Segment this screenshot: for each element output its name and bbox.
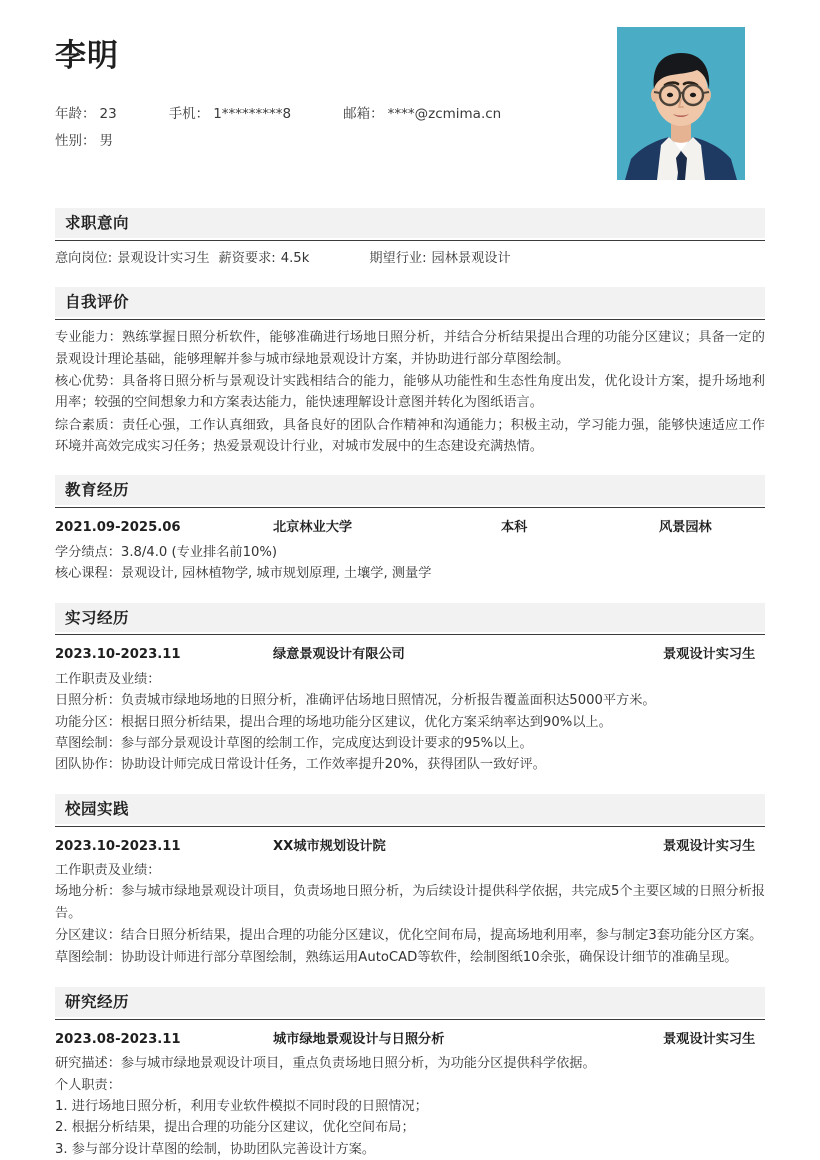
campus-bullet: 草图绘制：协助设计师进行部分草图绘制，熟练运用AutoCAD等软件，绘制图纸10余张，确保设计细节的准确呈现。 <box>55 950 738 966</box>
section-title-job-intent: 求职意向 <box>65 214 130 232</box>
intent-position-value: 景观设计实习生 <box>117 250 210 266</box>
section-head-internship <box>55 603 765 633</box>
research-description: 研究描述：参与城市绿地景观设计项目，重点负责场地日照分析，为功能分区提供科学依据。 <box>55 1056 596 1072</box>
campus-subtitle: 工作职责及业绩： <box>55 862 161 878</box>
section-campus-practice <box>55 794 765 969</box>
section-body-campus-practice <box>55 827 765 969</box>
education-entry-header <box>55 517 765 538</box>
research-duties-label: 个人职责： <box>55 1077 121 1093</box>
campus-role: 景观设计实习生 <box>663 838 756 854</box>
research-entry-header <box>55 1029 765 1050</box>
section-title-campus-practice: 校园实践 <box>65 799 130 818</box>
section-job-intent <box>55 208 765 269</box>
section-head-campus-practice <box>55 794 765 824</box>
contact-phone-label: 手机： <box>168 106 210 123</box>
job-intent-row <box>55 248 765 269</box>
section-head-self-evaluation <box>55 287 765 317</box>
section-title-internship: 实习经历 <box>65 608 130 627</box>
contact-gender <box>55 128 113 155</box>
contact-email-label: 邮箱： <box>343 106 384 123</box>
research-project: 城市绿地景观设计与日照分析 <box>273 1031 445 1047</box>
research-duty: 1. 进行场地日照分析，利用专业软件模拟不同时段的日照情况； <box>55 1098 428 1114</box>
education-date: 2021.09-2025.06 <box>55 520 181 536</box>
contact-phone-value: 1*********8 <box>213 106 292 123</box>
education-courses: 核心课程：景观设计, 园林植物学, 城市规划原理, 土壤学, 测量学 <box>55 566 432 582</box>
internship-subtitle: 工作职责及业绩： <box>55 671 161 687</box>
intent-position-label: 意向岗位: <box>55 250 113 266</box>
self-eval-paragraph: 综合素质：责任心强，工作认真细致，具备良好的团队合作精神和沟通能力；积极主动，学习能力强，能够快速适应工作环境并高效完成实习任务；热爱景观设计行业，对城市发展中的生态建设充满热情。 <box>55 417 765 455</box>
section-body-job-intent <box>55 241 765 269</box>
research-duty: 2. 根据分析结果，提出合理的功能分区建议，优化空间布局； <box>55 1120 415 1136</box>
intent-salary-value: 4.5k <box>280 250 310 266</box>
intent-industry-value: 园林景观设计 <box>431 250 511 266</box>
internship-bullet: 日照分析：负责城市绿地场地的日照分析，准确评估场地日照情况，分析报告覆盖面积达5000平方米。 <box>55 693 656 709</box>
section-head-research <box>55 987 765 1017</box>
education-degree: 本科 <box>501 520 528 536</box>
section-body-research <box>55 1020 765 1160</box>
research-duty: 3. 参与部分设计草图的绘制，协助团队完善设计方案。 <box>55 1141 376 1157</box>
self-eval-paragraph: 专业能力：熟练掌握日照分析软件，能够准确进行场地日照分析，并结合分析结果提出合理的功能分区建议；具备一定的景观设计理论基础，能够理解并参与城市绿地景观设计方案，并协助进行部分草图绘制。 <box>55 330 765 367</box>
research-role: 景观设计实习生 <box>663 1031 756 1047</box>
candidate-name: 李明 <box>55 38 119 74</box>
contact-gender-value: 男 <box>99 133 113 150</box>
section-self-evaluation <box>55 287 765 457</box>
profile-photo-illustration <box>617 27 745 180</box>
section-head-education <box>55 475 765 505</box>
education-gpa: 学分绩点：3.8/4.0 (专业排名前10%) <box>55 544 278 560</box>
campus-company: XX城市规划设计院 <box>273 838 386 854</box>
contact-age <box>55 101 117 128</box>
intent-salary-label: 薪资要求: <box>218 250 276 266</box>
section-title-research: 研究经历 <box>65 992 130 1011</box>
internship-role: 景观设计实习生 <box>663 647 756 663</box>
internship-company: 绿意景观设计有限公司 <box>273 647 405 663</box>
education-school: 北京林业大学 <box>273 520 353 536</box>
internship-bullet: 草图绘制：参与部分景观设计草图的绘制工作，完成度达到设计要求的95%以上。 <box>55 735 533 751</box>
campus-entry-header <box>55 836 765 857</box>
contact-email-value: ****@zcmima.cn <box>387 106 502 123</box>
internship-bullet: 功能分区：根据日照分析结果，提出合理的场地功能分区建议，优化方案采纳率达到90%以上。 <box>55 714 612 730</box>
resume-header <box>55 0 765 190</box>
internship-entry-header <box>55 644 765 665</box>
education-major: 风景园林 <box>659 520 712 536</box>
section-research <box>55 987 765 1160</box>
section-title-education: 教育经历 <box>65 481 130 500</box>
section-head-job-intent <box>55 208 765 238</box>
section-body-education <box>55 508 765 584</box>
section-title-self-evaluation: 自我评价 <box>65 293 130 312</box>
section-body-self-evaluation <box>55 320 765 457</box>
campus-bullet: 场地分析：参与城市绿地景观设计项目，负责场地日照分析，为后续设计提供科学依据，共完成5个主要区域的日照分析报告。 <box>55 884 765 921</box>
self-eval-paragraph: 核心优势：具备将日照分析与景观设计实践相结合的能力，能够从功能性和生态性角度出发，优化设计方案，提升场地利用率；较强的空间想象力和方案表达能力，能快速理解设计意图并转化为图纸语言。 <box>55 373 765 411</box>
profile-photo <box>617 27 745 180</box>
contact-email <box>343 101 501 128</box>
contact-age-label: 年龄： <box>55 106 96 123</box>
section-education <box>55 475 765 584</box>
campus-bullet: 分区建议：结合日照分析结果，提出合理的功能分区建议，优化空间布局，提高场地利用率，参与制定3套功能分区方案。 <box>55 928 763 944</box>
contact-phone <box>169 101 291 128</box>
intent-industry-label: 期望行业: <box>369 250 427 266</box>
internship-date: 2023.10-2023.11 <box>55 647 181 663</box>
contact-gender-label: 性别： <box>55 133 96 150</box>
section-body-internship <box>55 635 765 775</box>
contact-age-value: 23 <box>99 106 117 123</box>
research-date: 2023.08-2023.11 <box>55 1031 181 1047</box>
campus-date: 2023.10-2023.11 <box>55 838 181 854</box>
section-internship <box>55 603 765 776</box>
internship-bullet: 团队协作：协助设计师完成日常设计任务，工作效率提升20%，获得团队一致好评。 <box>55 757 546 773</box>
